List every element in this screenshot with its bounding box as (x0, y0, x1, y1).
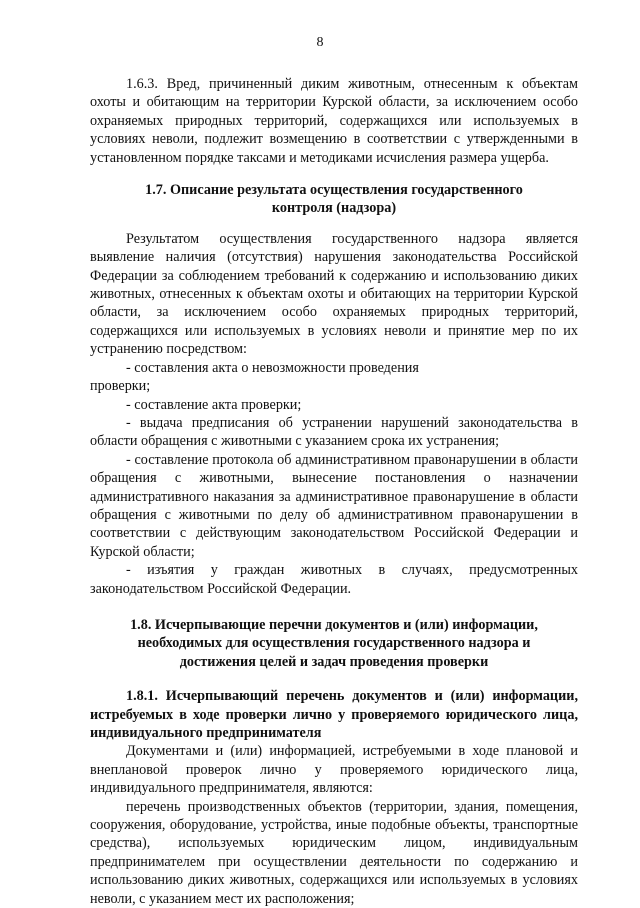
subsection-heading-1-8-1: 1.8.1. Исчерпывающий перечень документов и (или) информации, истребуемых в ходе проверки лично у проверяемого юридического лица, индивидуального предпринимателя (90, 688, 578, 741)
section-heading-1-8-line-3: достижения целей и задач проведения проверки (179, 653, 489, 670)
list-item-act-impossible-continued: проверки; (90, 378, 151, 395)
section-heading-1-8 (90, 616, 578, 671)
section-heading-1-8-line-1: 1.8. Исчерпывающие перечни документов и (или) информации, (130, 616, 538, 633)
list-item-act-impossible: - составления акта о невозможности проведения (126, 359, 419, 376)
section-heading-1-7-line-1: 1.7. Описание результата осуществления государственного (145, 182, 523, 199)
paragraph-object-list: перечень производственных объектов (территории, здания, помещения, сооружения, оборудование, устройства, иные подобные объекты, транспортные средства), используемых юридическим лицом, индивидуальным предпринимателем при осуществлении деятельности по содержанию и использованию диких животных, содержащихся или используемых в условиях неволи, с указанием мест их расположения; (90, 798, 578, 907)
list-item-protocol: - составление протокола об административном правонарушении в области обращения с животными, вынесение постановления о назначении административного наказания за административное правонарушение в области обращения с животными по делу об административном правонарушении в соответствии с действующим законодательством Российской Федерации и Курской области; (90, 451, 578, 560)
section-heading-1-8-line-2: необходимых для осуществления государственного надзора и (137, 635, 531, 652)
paragraph-result: Результатом осуществления государственного надзора является выявление наличия (отсутствия) нарушения законодательства Российской Федерации за соблюдением требований к содержанию и использованию диких животных, отнесенных к объектам охоты и обитающих на территории Курской области, за исключением особо охраняемых природных территорий, содержащихся или используемых в условиях неволи и принятие мер по их устранению посредством: (90, 230, 578, 358)
list-item-order: - выдача предписания об устранении нарушений законодательства в области обращения с животными с указанием срока их устранения; (90, 414, 578, 450)
page-content (90, 75, 578, 908)
list-item-act: - составление акта проверки; (126, 396, 302, 413)
paragraph-1-6-3: 1.6.3. Вред, причиненный диким животным, отнесенным к объектам охоты и обитающим на территории Курской области, за исключением особо охраняемых природных территорий, содержащихся или используемых в условиях неволи, подлежит возмещению в соответствии с утвержденными в установленном порядке таксами и методиками исчисления размера ущерба. (90, 76, 578, 166)
section-heading-1-7-line-2: контроля (надзора) (271, 200, 397, 217)
list-item-seizure: - изъятия у граждан животных в случаях, предусмотренных законодательством Российской Федерации. (90, 562, 578, 597)
page-number: 8 (316, 35, 324, 50)
paragraph-documents: Документами и (или) информацией, истребуемыми в ходе плановой и внеплановой проверок лично у проверяемого юридического лица, индивидуального предпринимателя, являются: (90, 743, 578, 797)
section-heading-1-7 (90, 181, 578, 218)
